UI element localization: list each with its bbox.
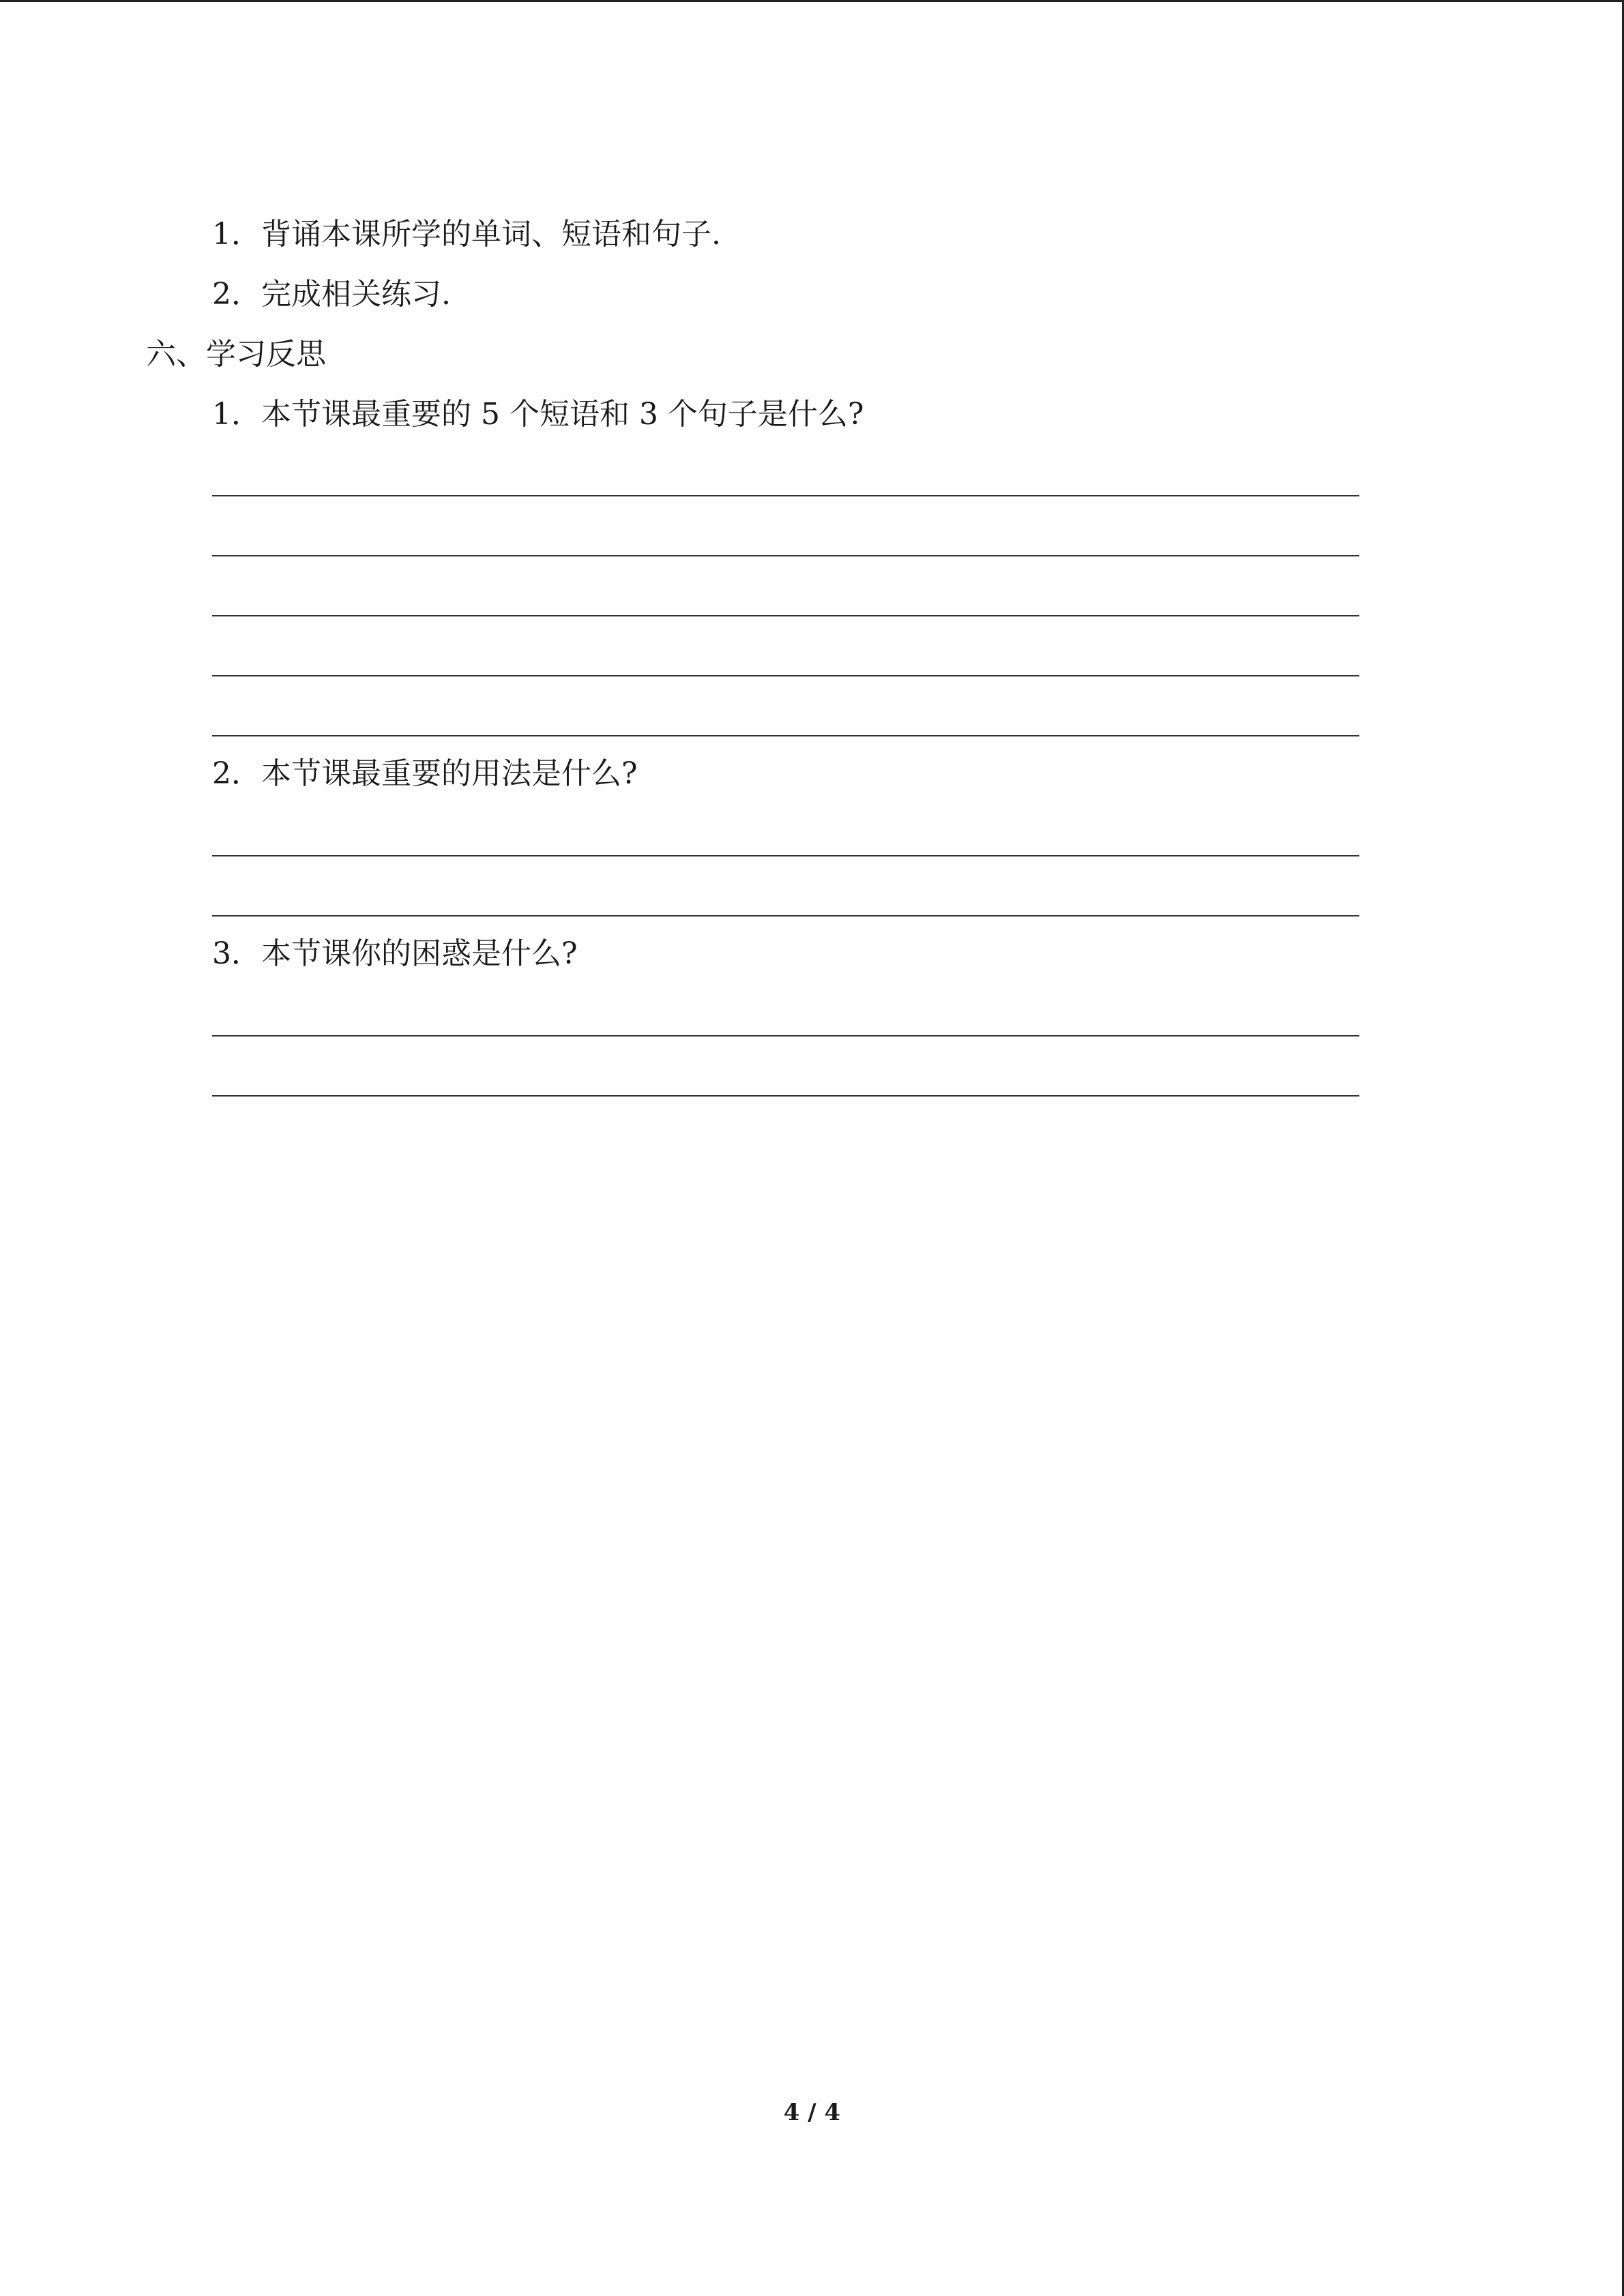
homework-item-1: 1．背诵本课所学的单词、短语和句子. (212, 217, 721, 252)
answer-line (212, 555, 1359, 556)
answer-line (212, 1035, 1359, 1037)
homework-item-2: 2．完成相关练习. (212, 277, 451, 312)
reflection-question-3: 3．本节课你的困惑是什么? (212, 936, 578, 971)
answer-line (212, 675, 1359, 676)
answer-line (212, 915, 1359, 916)
page-number: 4 / 4 (783, 2099, 841, 2126)
reflection-question-2: 2．本节课最重要的用法是什么? (212, 756, 638, 791)
answer-line (212, 855, 1359, 856)
reflection-question-1: 1．本节课最重要的 5 个短语和 3 个句子是什么? (212, 397, 864, 432)
answer-line (212, 495, 1359, 496)
answer-line (212, 735, 1359, 736)
answer-line (212, 615, 1359, 616)
section-heading-reflection: 六、学习反思 (146, 337, 326, 372)
answer-line (212, 1095, 1359, 1097)
